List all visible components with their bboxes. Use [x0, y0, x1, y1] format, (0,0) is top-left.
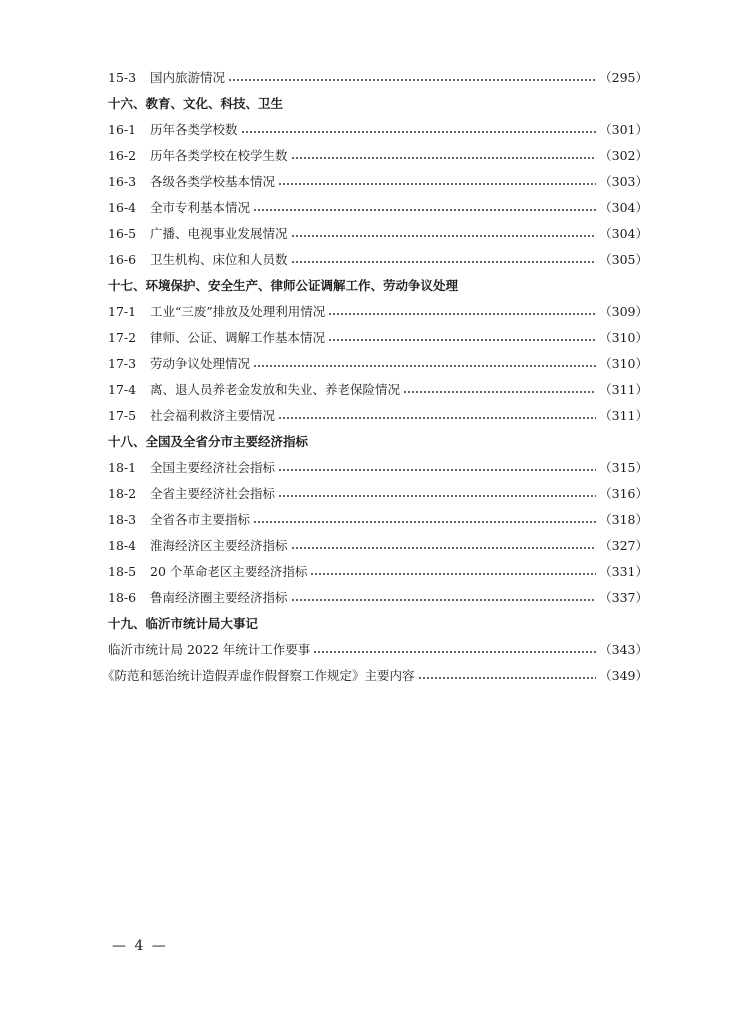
toc-entry-title: 全市专利基本情况: [150, 200, 251, 215]
toc-entry-page: （311）: [599, 382, 648, 397]
toc-entry[interactable]: [108, 116, 648, 142]
toc-entry-number: 17-5: [108, 407, 137, 423]
dot-leader: [418, 668, 597, 682]
toc-entry-number: 18-4: [108, 537, 137, 553]
toc-entry-number: 17-4: [108, 381, 137, 397]
toc-entry-number: 16-5: [108, 225, 137, 241]
dot-leader: [228, 70, 596, 84]
dot-leader: [328, 330, 596, 344]
dot-leader: [253, 512, 596, 526]
toc-entry-title: 卫生机构、床位和人员数: [150, 252, 288, 267]
toc-entry-number: 17-3: [108, 355, 137, 371]
toc-entry-number: 18-3: [108, 511, 137, 527]
toc-entry-title: 工业“三废”排放及处理利用情况: [150, 304, 326, 319]
toc-entry-page: （310）: [599, 330, 648, 345]
toc-entry-page: （316）: [599, 486, 648, 501]
section-heading-title: 十八、全国及全省分市主要经济指标: [108, 434, 309, 449]
toc-section-heading[interactable]: [108, 90, 648, 116]
toc-entry-title: 劳动争议处理情况: [150, 356, 251, 371]
dot-leader: [313, 642, 596, 656]
toc-entry-title: 社会福利救济主要情况: [150, 408, 276, 423]
toc-entry[interactable]: [108, 246, 648, 272]
toc-entry-page: （310）: [599, 356, 648, 371]
toc-entry-number: 18-2: [108, 485, 137, 501]
toc-entry-title: 20 个革命老区主要经济指标: [150, 564, 308, 579]
toc-entry[interactable]: [108, 480, 648, 506]
toc-entry[interactable]: [108, 194, 648, 220]
dot-leader: [278, 486, 596, 500]
toc-entry-page: （349）: [599, 668, 648, 683]
toc-section-heading[interactable]: [108, 428, 648, 454]
toc-entry-title: 历年各类学校在校学生数: [150, 148, 288, 163]
toc-entry-page: （343）: [599, 642, 648, 657]
toc-section-heading[interactable]: [108, 610, 648, 636]
toc-entry-page: （304）: [599, 226, 648, 241]
dot-leader: [291, 226, 597, 240]
toc-entry-number: 16-4: [108, 199, 137, 215]
toc-entry-page: （311）: [599, 408, 648, 423]
toc-entry[interactable]: [108, 376, 648, 402]
toc-entry[interactable]: [108, 636, 648, 662]
toc-entry-page: （337）: [599, 590, 648, 605]
toc-entry[interactable]: [108, 558, 648, 584]
section-heading-title: 十九、临沂市统计局大事记: [108, 616, 259, 631]
section-heading-title: 十七、环境保护、安全生产、律师公证调解工作、劳动争议处理: [108, 278, 459, 293]
toc-entry-page: （331）: [599, 564, 648, 579]
toc-entry[interactable]: [108, 168, 648, 194]
dot-leader: [328, 304, 596, 318]
toc-entry[interactable]: [108, 324, 648, 350]
toc-entry[interactable]: [108, 220, 648, 246]
toc-entry-title: 全省主要经济社会指标: [150, 486, 276, 501]
toc-entry-page: （305）: [599, 252, 648, 267]
toc-entry-page: （295）: [599, 70, 648, 85]
dot-leader: [291, 252, 597, 266]
toc-entry-number: 18-1: [108, 459, 137, 475]
toc-entry[interactable]: [108, 64, 648, 90]
dot-leader: [291, 538, 597, 552]
dot-leader: [291, 148, 597, 162]
toc-entry[interactable]: [108, 402, 648, 428]
toc-entry[interactable]: [108, 350, 648, 376]
toc-entry-title: 临沂市统计局 2022 年统计工作要事: [108, 642, 311, 657]
toc-entry-number: 18-5: [108, 563, 137, 579]
toc-entry-page: （302）: [599, 148, 648, 163]
dot-leader: [278, 460, 596, 474]
toc-entry-number: 18-6: [108, 589, 137, 605]
toc-entry[interactable]: [108, 584, 648, 610]
toc-entry[interactable]: [108, 298, 648, 324]
dot-leader: [310, 564, 596, 578]
toc-entry-number: 15-3: [108, 69, 137, 85]
toc-entry-title: 各级各类学校基本情况: [150, 174, 276, 189]
toc-entry-page: （318）: [599, 512, 648, 527]
toc-section-heading[interactable]: [108, 272, 648, 298]
toc-entry-title: 广播、电视事业发展情况: [150, 226, 288, 241]
toc-entry-page: （327）: [599, 538, 648, 553]
dot-leader: [278, 408, 596, 422]
toc-entry-title: 离、退人员养老金发放和失业、养老保险情况: [150, 382, 401, 397]
toc-entry[interactable]: [108, 142, 648, 168]
toc-entry-title: 全国主要经济社会指标: [150, 460, 276, 475]
toc-entry-title: 历年各类学校数: [150, 122, 238, 137]
toc-entry[interactable]: [108, 532, 648, 558]
dot-leader: [241, 122, 597, 136]
toc-entry-number: 17-1: [108, 303, 137, 319]
toc-entry[interactable]: [108, 506, 648, 532]
page-number: — 4 —: [112, 938, 168, 954]
toc-entry-page: （315）: [599, 460, 648, 475]
section-heading-title: 十六、教育、文化、科技、卫生: [108, 96, 284, 111]
table-of-contents: [102, 64, 648, 688]
toc-entry-title: 《防范和惩治统计造假弄虚作假督察工作规定》主要内容: [102, 668, 415, 683]
toc-entry-title: 国内旅游情况: [150, 70, 226, 85]
toc-entry-title: 全省各市主要指标: [150, 512, 251, 527]
toc-entry-title: 律师、公证、调解工作基本情况: [150, 330, 326, 345]
toc-entry-title: 鲁南经济圈主要经济指标: [150, 590, 288, 605]
toc-entry-number: 16-3: [108, 173, 137, 189]
dot-leader: [291, 590, 597, 604]
toc-entry[interactable]: [102, 662, 648, 688]
toc-entry-title: 淮海经济区主要经济指标: [150, 538, 288, 553]
toc-entry-page: （304）: [599, 200, 648, 215]
dot-leader: [253, 200, 596, 214]
toc-entry-number: 16-1: [108, 121, 137, 137]
toc-entry[interactable]: [108, 454, 648, 480]
dot-leader: [253, 356, 596, 370]
toc-entry-page: （303）: [599, 174, 648, 189]
toc-entry-number: 16-6: [108, 251, 137, 267]
toc-entry-page: （301）: [599, 122, 648, 137]
toc-entry-page: （309）: [599, 304, 648, 319]
toc-entry-number: 17-2: [108, 329, 137, 345]
dot-leader: [403, 382, 596, 396]
dot-leader: [278, 174, 596, 188]
toc-entry-number: 16-2: [108, 147, 137, 163]
